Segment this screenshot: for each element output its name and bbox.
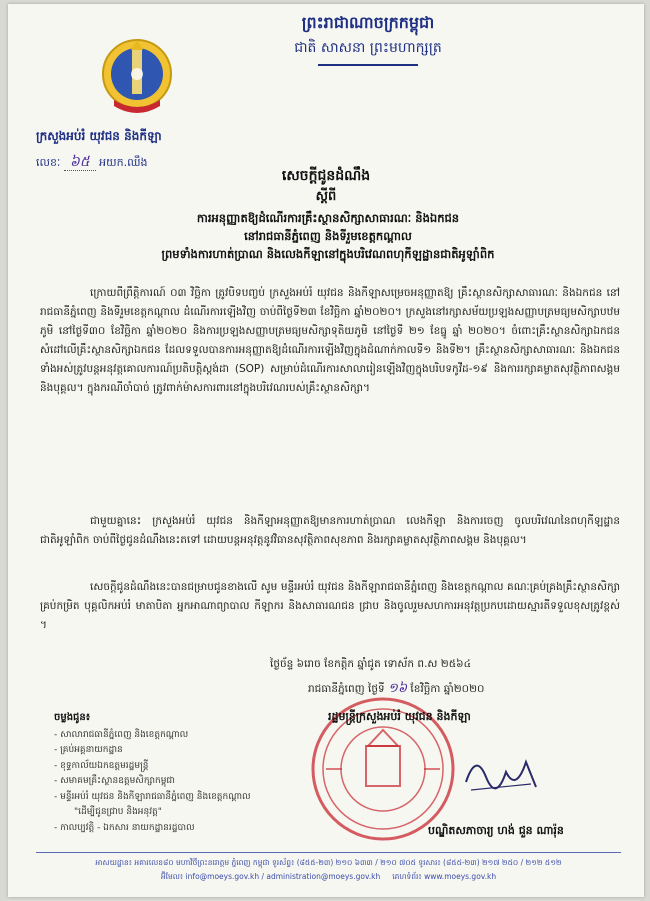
subject-line-2: នៅរាជធានីភ្នំពេញ និងទីរួមខេត្តកណ្តាល xyxy=(244,229,412,243)
document-title: សេចក្តីជូនដំណឹង xyxy=(281,168,371,184)
body-paragraph-2: ជាមួយគ្នានេះ ក្រសួងអប់រំ យុវជន និងកីឡាអនុញ្ញាតឱ្យមានការហាត់ប្រាណ លេងកីឡា និងការចេញ ចូលបរិវេណនៃពហុកីឡដ្ឋានជាតិអូឡាំពិក ចាប់ពីថ្ងៃជូនដំណឹងនេះតទៅ ដោយបន្តអនុវត្តនូវវិធានសុវត្ថិភាពសុខភាព និងរក្សាគម្លាតសុវត្ថិភាពសង្គម និងបុគ្គល។ xyxy=(40,515,620,546)
footer-address: អាសយដ្ឋាន៖ អគារលេខ៨០ មហាវិថីព្រះនរោត្តម ភ្នំពេញ កម្ពុជា ទូរស័ព្ទ៖ (៨៥៥-២៣) ២១០ ៦៣៣ / ២១០ ៧០៥ ទូរសារ៖ (៨៥៥-២៣) ២១៧ ២៥០ / ២១២ ៥១២ xyxy=(95,858,562,867)
cc-title: ចម្លងជូន៖ xyxy=(54,712,91,723)
body-paragraph-1: ក្រោយពីព្រឹត្តិការណ៍ ០៣ វិច្ឆិកា ត្រូវបិទបញ្ចប់ ក្រសួងអប់រំ យុវជន និងកីឡាសម្រេចអនុញ្ញាតឱ្យ គ្រឹះស្ថានសិក្សាសាធារណៈ និងឯកជន នៅរាជធានីភ្នំពេញ និងទីរួមខេត្តកណ្តាល ដំណើរការឡើងវិញ ចាប់ពីថ្ងៃទី២៣ ខែវិច្ឆិកា ឆ្នាំ២០២០។ ក្រសួងនៅរក្សាសម័យប្រឡងសញ្ញាបត្រមធ្យមសិក្សាបឋមភូមិ នៅថ្ងៃទី៣០ ខែវិច្ឆិកា ឆ្នាំ២០២០ និងការប្រឡងសញ្ញាបត្រមធ្យមសិក្សាទុតិយភូមិ នៅថ្ងៃទី ២១ ខែធ្នូ ឆ្នាំ ២០២០។ ចំពោះគ្រឹះស្ថានសិក្សាឯកជន សំដៅលើគ្រឹះស្ថានសិក្សាឯកជន ដែលទទួលបានការអនុញ្ញាតឱ្យដំណើរការឡើងវិញក្នុងដំណាក់កាលទី១ និងទី២។ គ្រឹះស្ថានសិក្សាសាធារណៈ និងឯកជនទាំងអស់ត្រូវបន្តអនុវត្តគោលការណ៍ប្រតិបត្តិស្តង់ដា (SOP) សម្រាប់ដំណើរការសាលារៀនឡើងវិញក្នុងបរិបទកូវីដ-១៩ និងការរក្សាគម្លាតសុវត្ថិភាពសង្គម និងបុគ្គល។ ក្នុងករណីចាំបាច់ ត្រូវពាក់ម៉ាសការពារនៅក្នុងបរិវេណរបស់គ្រឹះស្ថានសិក្សា។ xyxy=(40,287,620,394)
footer-contacts xyxy=(36,872,621,883)
email-label: អ៊ីមែល៖ xyxy=(160,872,184,881)
cc-list xyxy=(54,710,251,836)
cc-item: - កាលប្បវត្តិ - ឯកសារ នាយកដ្ឋានរដ្ឋបាល xyxy=(54,822,195,833)
footer-website[interactable]: www.moeys.gov.kh xyxy=(424,872,497,881)
national-motto: ជាតិ សាសនា ព្រះមហាក្សត្រ xyxy=(294,40,442,56)
subject-line-3: ព្រមទាំងការហាត់ប្រាណ និងលេងកីឡានៅក្នុងបរិវេណពហុកីឡដ្ឋានជាតិអូឡាំពិក xyxy=(161,247,495,261)
reference-label: លេខៈ xyxy=(36,156,61,169)
reference-code: អយក.ឈឹង xyxy=(99,156,148,169)
cc-item: - សមាគមគ្រឹះស្ថានឧត្តមសិក្សាកម្ពុជា xyxy=(54,776,175,786)
website-label: គេហទំព័រ៖ xyxy=(392,872,422,881)
document-page xyxy=(8,4,644,897)
issue-date-place: រាជធានីភ្នំពេញ ថ្ងៃទី xyxy=(308,683,385,695)
ministry-emblem-icon xyxy=(96,34,178,120)
issue-date-day: ១៦ xyxy=(388,681,408,696)
kingdom-heading: ព្រះរាជាណាចក្រកម្ពុជា xyxy=(301,13,435,32)
document-subtitle: ស្តីពី xyxy=(315,189,337,204)
issue-date-month-year: ខែវិច្ឆិកា ឆ្នាំ២០២០ xyxy=(410,683,485,695)
signer-name: បណ្ឌិតសភាចារ្យ ហង់ ជួន ណារ៉ុន xyxy=(428,824,564,837)
cc-item: - សាលារាជធានីភ្នំពេញ និងខេត្តកណ្តាល xyxy=(54,729,189,740)
cc-item: - មន្ទីរអប់រំ យុវជន និងកីឡារាជធានីភ្នំពេញ និងខេត្តកណ្តាល xyxy=(54,791,251,802)
signer-title: រដ្ឋមន្ត្រីក្រសួងអប់រំ យុវជន និងកីឡា xyxy=(328,710,471,723)
footer-email[interactable]: info@moeys.gov.kh / administration@moeys.gov.kh xyxy=(185,872,381,881)
signature-icon xyxy=(456,742,546,802)
footer-divider xyxy=(36,852,621,853)
cc-item: "ដើម្បីជូនជ្រាប និងអនុវត្ត" xyxy=(74,807,162,817)
cc-item: - ខុទ្ទកាល័យឯកឧត្តមរដ្ឋមន្ត្រី xyxy=(54,760,149,771)
ministry-name: ក្រសួងអប់រំ យុវជន និងកីឡា xyxy=(36,129,162,143)
motto-divider xyxy=(318,64,418,66)
lunar-date: ថ្ងៃច័ន្ទ ៦រោច ខែកត្តិក ឆ្នាំជូត ទោស័ក ព.ស ២៥៦៤ xyxy=(270,658,472,670)
body-paragraph-3: សេចក្តីជូនដំណឹងនេះបានជម្រាបជូនខាងលើ សូម មន្ទីរអប់រំ យុវជន និងកីឡារាជធានីភ្នំពេញ និងខេត្តកណ្តាល គណៈគ្រប់គ្រងគ្រឹះស្ថានសិក្សាគ្រប់កម្រិត បុគ្គលិកអប់រំ មាតាបិតា អ្នកអាណាព្យាបាល កីឡាករ និងសាធារណជន ជ្រាប និងចូលរួមសហការអនុវត្តប្រកបដោយស្មារតីទទួលខុសត្រូវខ្ពស់ ។ xyxy=(40,581,620,631)
cc-item: - គ្រប់អគ្គនាយកដ្ឋាន xyxy=(54,745,123,755)
subject-line-1: ការអនុញ្ញាតឱ្យដំណើរការគ្រឹះស្ថានសិក្សាសាធារណៈ និងឯកជន xyxy=(196,211,460,225)
reference-number-value: ៦៥ xyxy=(64,154,96,171)
